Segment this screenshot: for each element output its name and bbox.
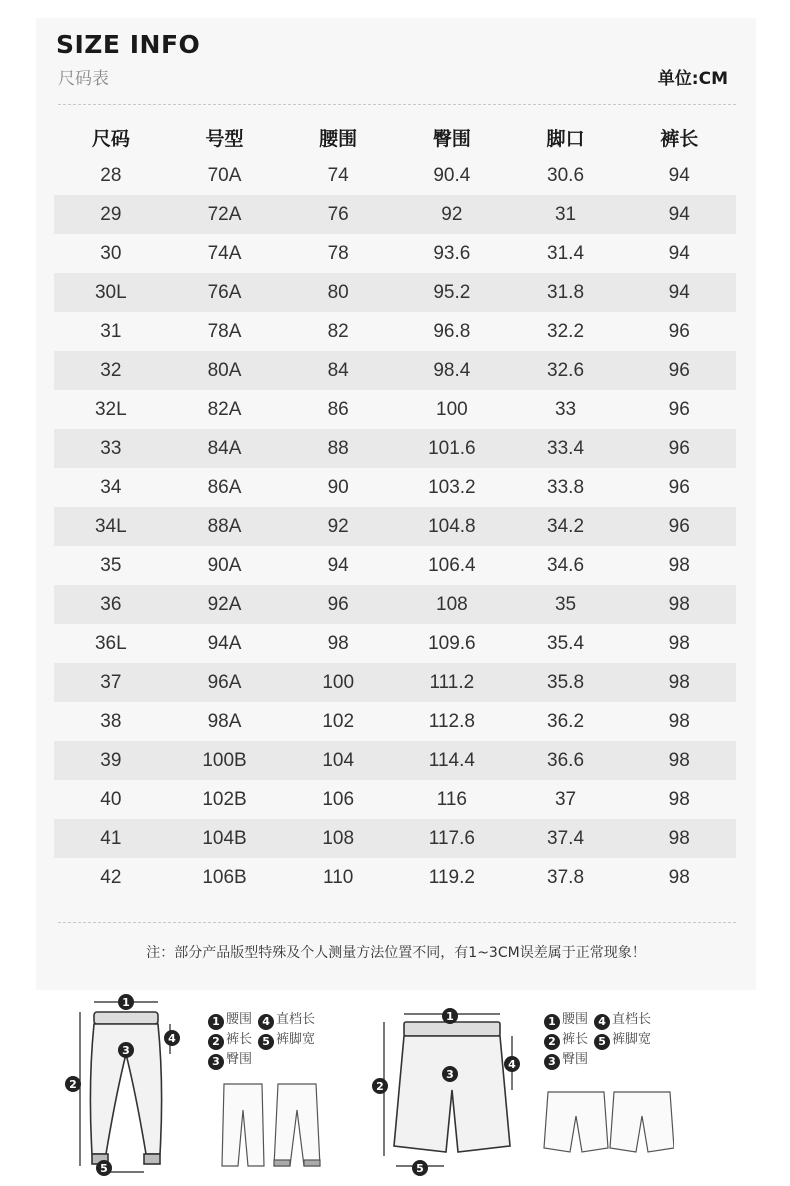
legend-label: 裤长 [226, 1032, 253, 1047]
divider-bottom [58, 922, 736, 923]
legend-right [544, 1010, 674, 1070]
table-cell: 72A [207, 203, 242, 225]
table-cell: 92 [441, 203, 463, 225]
table-cell: 88A [207, 515, 242, 537]
shorts-thumbnails-icon [542, 1086, 674, 1160]
table-cell: 102 [322, 710, 355, 732]
table-cell: 36L [94, 632, 127, 654]
column-header: 尺码 [91, 127, 130, 150]
legend-number: 1 [208, 1014, 224, 1030]
legend-left [208, 1010, 338, 1070]
legend-label: 臀围 [226, 1052, 253, 1067]
legend-number: 4 [258, 1014, 274, 1030]
table-cell: 114.4 [428, 749, 475, 771]
table-cell: 31 [554, 203, 577, 225]
table-cell: 96 [327, 593, 349, 615]
table-cell: 96 [668, 437, 690, 459]
table-cell: 96 [668, 515, 690, 537]
table-cell: 88 [327, 437, 349, 459]
table-row [54, 741, 736, 780]
table-cell: 32L [94, 398, 127, 420]
table-cell: 35.4 [547, 632, 585, 654]
column-header: 腰围 [319, 127, 358, 150]
marker-5: 5 [416, 1162, 424, 1175]
table-cell: 90 [327, 476, 349, 498]
table-cell: 104.8 [428, 515, 476, 537]
table-cell: 98 [668, 866, 690, 888]
legend-number: 5 [258, 1034, 274, 1050]
table-cell: 90A [207, 554, 242, 576]
divider-top [58, 104, 736, 105]
table-cell: 35 [554, 593, 577, 615]
table-cell: 86A [207, 476, 242, 498]
table-cell: 96.8 [433, 320, 471, 342]
page-title: SIZE INFO [56, 30, 201, 59]
table-cell: 76 [327, 203, 349, 225]
legend-label: 裤脚宽 [612, 1032, 652, 1047]
unit-label: 单位:CM [657, 69, 728, 89]
table-cell: 37.8 [547, 866, 585, 888]
table-cell: 37 [100, 671, 122, 693]
marker-1: 1 [122, 996, 130, 1009]
table-body [54, 156, 736, 897]
table-cell: 98 [327, 632, 349, 654]
table-cell: 40 [100, 788, 122, 810]
table-cell: 37.4 [547, 827, 585, 849]
table-cell: 100 [322, 671, 355, 693]
table-cell: 94 [327, 554, 349, 576]
legend-number: 4 [594, 1014, 610, 1030]
legend-number: 1 [544, 1014, 560, 1030]
table-cell: 78 [327, 242, 349, 264]
table-cell: 117.6 [428, 827, 475, 849]
table-cell: 104 [322, 749, 355, 771]
table-cell: 34 [100, 476, 122, 498]
table-cell: 84 [327, 359, 349, 381]
marker-1: 1 [446, 1010, 454, 1023]
table-cell: 74A [207, 242, 242, 264]
table-cell: 94 [668, 281, 690, 303]
table-cell: 96 [668, 320, 690, 342]
table-cell: 32 [100, 359, 122, 381]
table-cell: 98 [668, 827, 690, 849]
table-cell: 104B [202, 827, 247, 849]
table-cell: 74 [327, 164, 349, 186]
shorts-diagram-icon [366, 1006, 530, 1178]
table-cell: 106.4 [428, 554, 476, 576]
table-cell: 90.4 [433, 164, 471, 186]
table-cell: 98A [207, 710, 242, 732]
table-cell: 42 [100, 866, 122, 888]
table-cell: 39 [100, 749, 122, 771]
legend-label: 腰围 [226, 1012, 253, 1027]
marker-4: 4 [168, 1032, 176, 1045]
table-cell: 76A [207, 281, 242, 303]
table-cell: 111.2 [429, 671, 475, 693]
table-row [54, 585, 736, 624]
table-cell: 29 [100, 203, 122, 225]
table-cell: 34L [94, 515, 127, 537]
table-cell: 109.6 [428, 632, 476, 654]
marker-3: 3 [446, 1068, 454, 1081]
table-row [54, 702, 736, 741]
marker-2: 2 [69, 1078, 77, 1091]
table-cell: 96 [668, 398, 690, 420]
measurement-note: 注：部分产品版型特殊及个人测量方法位置不同，有1~3CM误差属于正常现象！ [146, 945, 646, 961]
legend-label: 腰围 [562, 1012, 589, 1027]
table-cell: 70A [207, 164, 242, 186]
table-cell: 98 [668, 749, 690, 771]
table-cell: 33.8 [547, 476, 585, 498]
table-cell: 33 [554, 398, 577, 420]
table-cell: 98 [668, 632, 690, 654]
table-cell: 82A [207, 398, 242, 420]
table-cell: 35.8 [547, 671, 585, 693]
table-cell: 110 [323, 866, 354, 888]
table-cell: 30L [94, 281, 127, 303]
legend-label: 裤长 [562, 1032, 589, 1047]
table-row [54, 429, 736, 468]
table-row [54, 195, 736, 234]
table-cell: 106B [202, 866, 247, 888]
table-cell: 31.4 [547, 242, 585, 264]
legend-number: 2 [208, 1034, 224, 1050]
table-cell: 33 [100, 437, 122, 459]
table-cell: 32.2 [547, 320, 585, 342]
table-row [54, 234, 736, 273]
table-cell: 35 [100, 554, 122, 576]
table-cell: 94 [668, 203, 690, 225]
table-cell: 34.2 [547, 515, 585, 537]
table-cell: 108 [322, 827, 355, 849]
table-cell: 86 [327, 398, 349, 420]
pants-thumbnails-icon [216, 1080, 328, 1172]
marker-5: 5 [100, 1162, 108, 1175]
table-row [54, 156, 736, 195]
table-cell: 96A [207, 671, 242, 693]
legend-label: 直档长 [276, 1012, 316, 1027]
table-cell: 84A [207, 437, 242, 459]
table-cell: 36.2 [547, 710, 585, 732]
table-row [54, 390, 736, 429]
table-row [54, 663, 736, 702]
table-cell: 80A [207, 359, 242, 381]
column-header: 裤长 [660, 127, 699, 150]
table-cell: 80 [327, 281, 349, 303]
table-cell: 94 [668, 164, 690, 186]
size-table [54, 118, 736, 897]
table-cell: 32.6 [547, 359, 585, 381]
table-cell: 116 [436, 788, 467, 810]
legend-number: 3 [544, 1054, 560, 1070]
table-cell: 34.6 [547, 554, 585, 576]
table-cell: 36 [100, 593, 122, 615]
table-cell: 108 [436, 593, 468, 615]
table-cell: 98 [668, 554, 690, 576]
table-row [54, 819, 736, 858]
table-cell: 38 [100, 710, 122, 732]
table-cell: 92 [327, 515, 349, 537]
table-cell: 95.2 [433, 281, 471, 303]
table-cell: 30 [100, 242, 122, 264]
table-cell: 41 [100, 827, 122, 849]
table-cell: 96 [668, 476, 690, 498]
table-cell: 100B [202, 749, 247, 771]
table-cell: 31 [100, 320, 122, 342]
table-cell: 98 [668, 788, 690, 810]
column-header: 脚口 [546, 127, 585, 150]
table-cell: 30.6 [547, 164, 585, 186]
table-cell: 98 [668, 593, 690, 615]
table-row [54, 624, 736, 663]
table-cell: 36.6 [547, 749, 585, 771]
table-cell: 94 [668, 242, 690, 264]
column-header: 号型 [205, 127, 244, 150]
table-row [54, 351, 736, 390]
table-cell: 98.4 [433, 359, 471, 381]
table-row [54, 468, 736, 507]
table-cell: 28 [100, 164, 122, 186]
table-cell: 31.8 [547, 281, 585, 303]
legend-number: 3 [208, 1054, 224, 1070]
table-cell: 33.4 [547, 437, 585, 459]
size-info-panel [36, 18, 756, 990]
table-cell: 98 [668, 710, 690, 732]
legend-label: 裤脚宽 [276, 1032, 316, 1047]
table-cell: 78A [207, 320, 242, 342]
table-row [54, 858, 736, 897]
table-cell: 98 [668, 671, 690, 693]
table-cell: 103.2 [428, 476, 476, 498]
table-row [54, 273, 736, 312]
page-subtitle: 尺码表 [58, 69, 109, 89]
table-cell: 94A [207, 632, 242, 654]
legend-label: 直档长 [612, 1012, 652, 1027]
marker-4: 4 [508, 1058, 516, 1071]
marker-3: 3 [122, 1044, 130, 1057]
table-cell: 100 [436, 398, 468, 420]
legend-number: 2 [544, 1034, 560, 1050]
table-cell: 119.2 [428, 866, 475, 888]
marker-2: 2 [376, 1080, 384, 1093]
table-row [54, 507, 736, 546]
table-cell: 112.8 [428, 710, 475, 732]
column-header: 臀围 [432, 127, 471, 150]
table-cell: 106 [322, 788, 355, 810]
table-row [54, 312, 736, 351]
legend-number: 5 [594, 1034, 610, 1050]
table-cell: 92A [207, 593, 242, 615]
table-cell: 93.6 [433, 242, 471, 264]
table-cell: 96 [668, 359, 690, 381]
table-cell: 102B [202, 788, 247, 810]
legend-label: 臀围 [562, 1052, 589, 1067]
table-cell: 82 [327, 320, 349, 342]
table-cell: 37 [554, 788, 577, 810]
table-row [54, 780, 736, 819]
table-cell: 101.6 [428, 437, 476, 459]
table-row [54, 546, 736, 585]
table-header-row [54, 118, 736, 156]
pants-diagram-icon [58, 994, 193, 1176]
